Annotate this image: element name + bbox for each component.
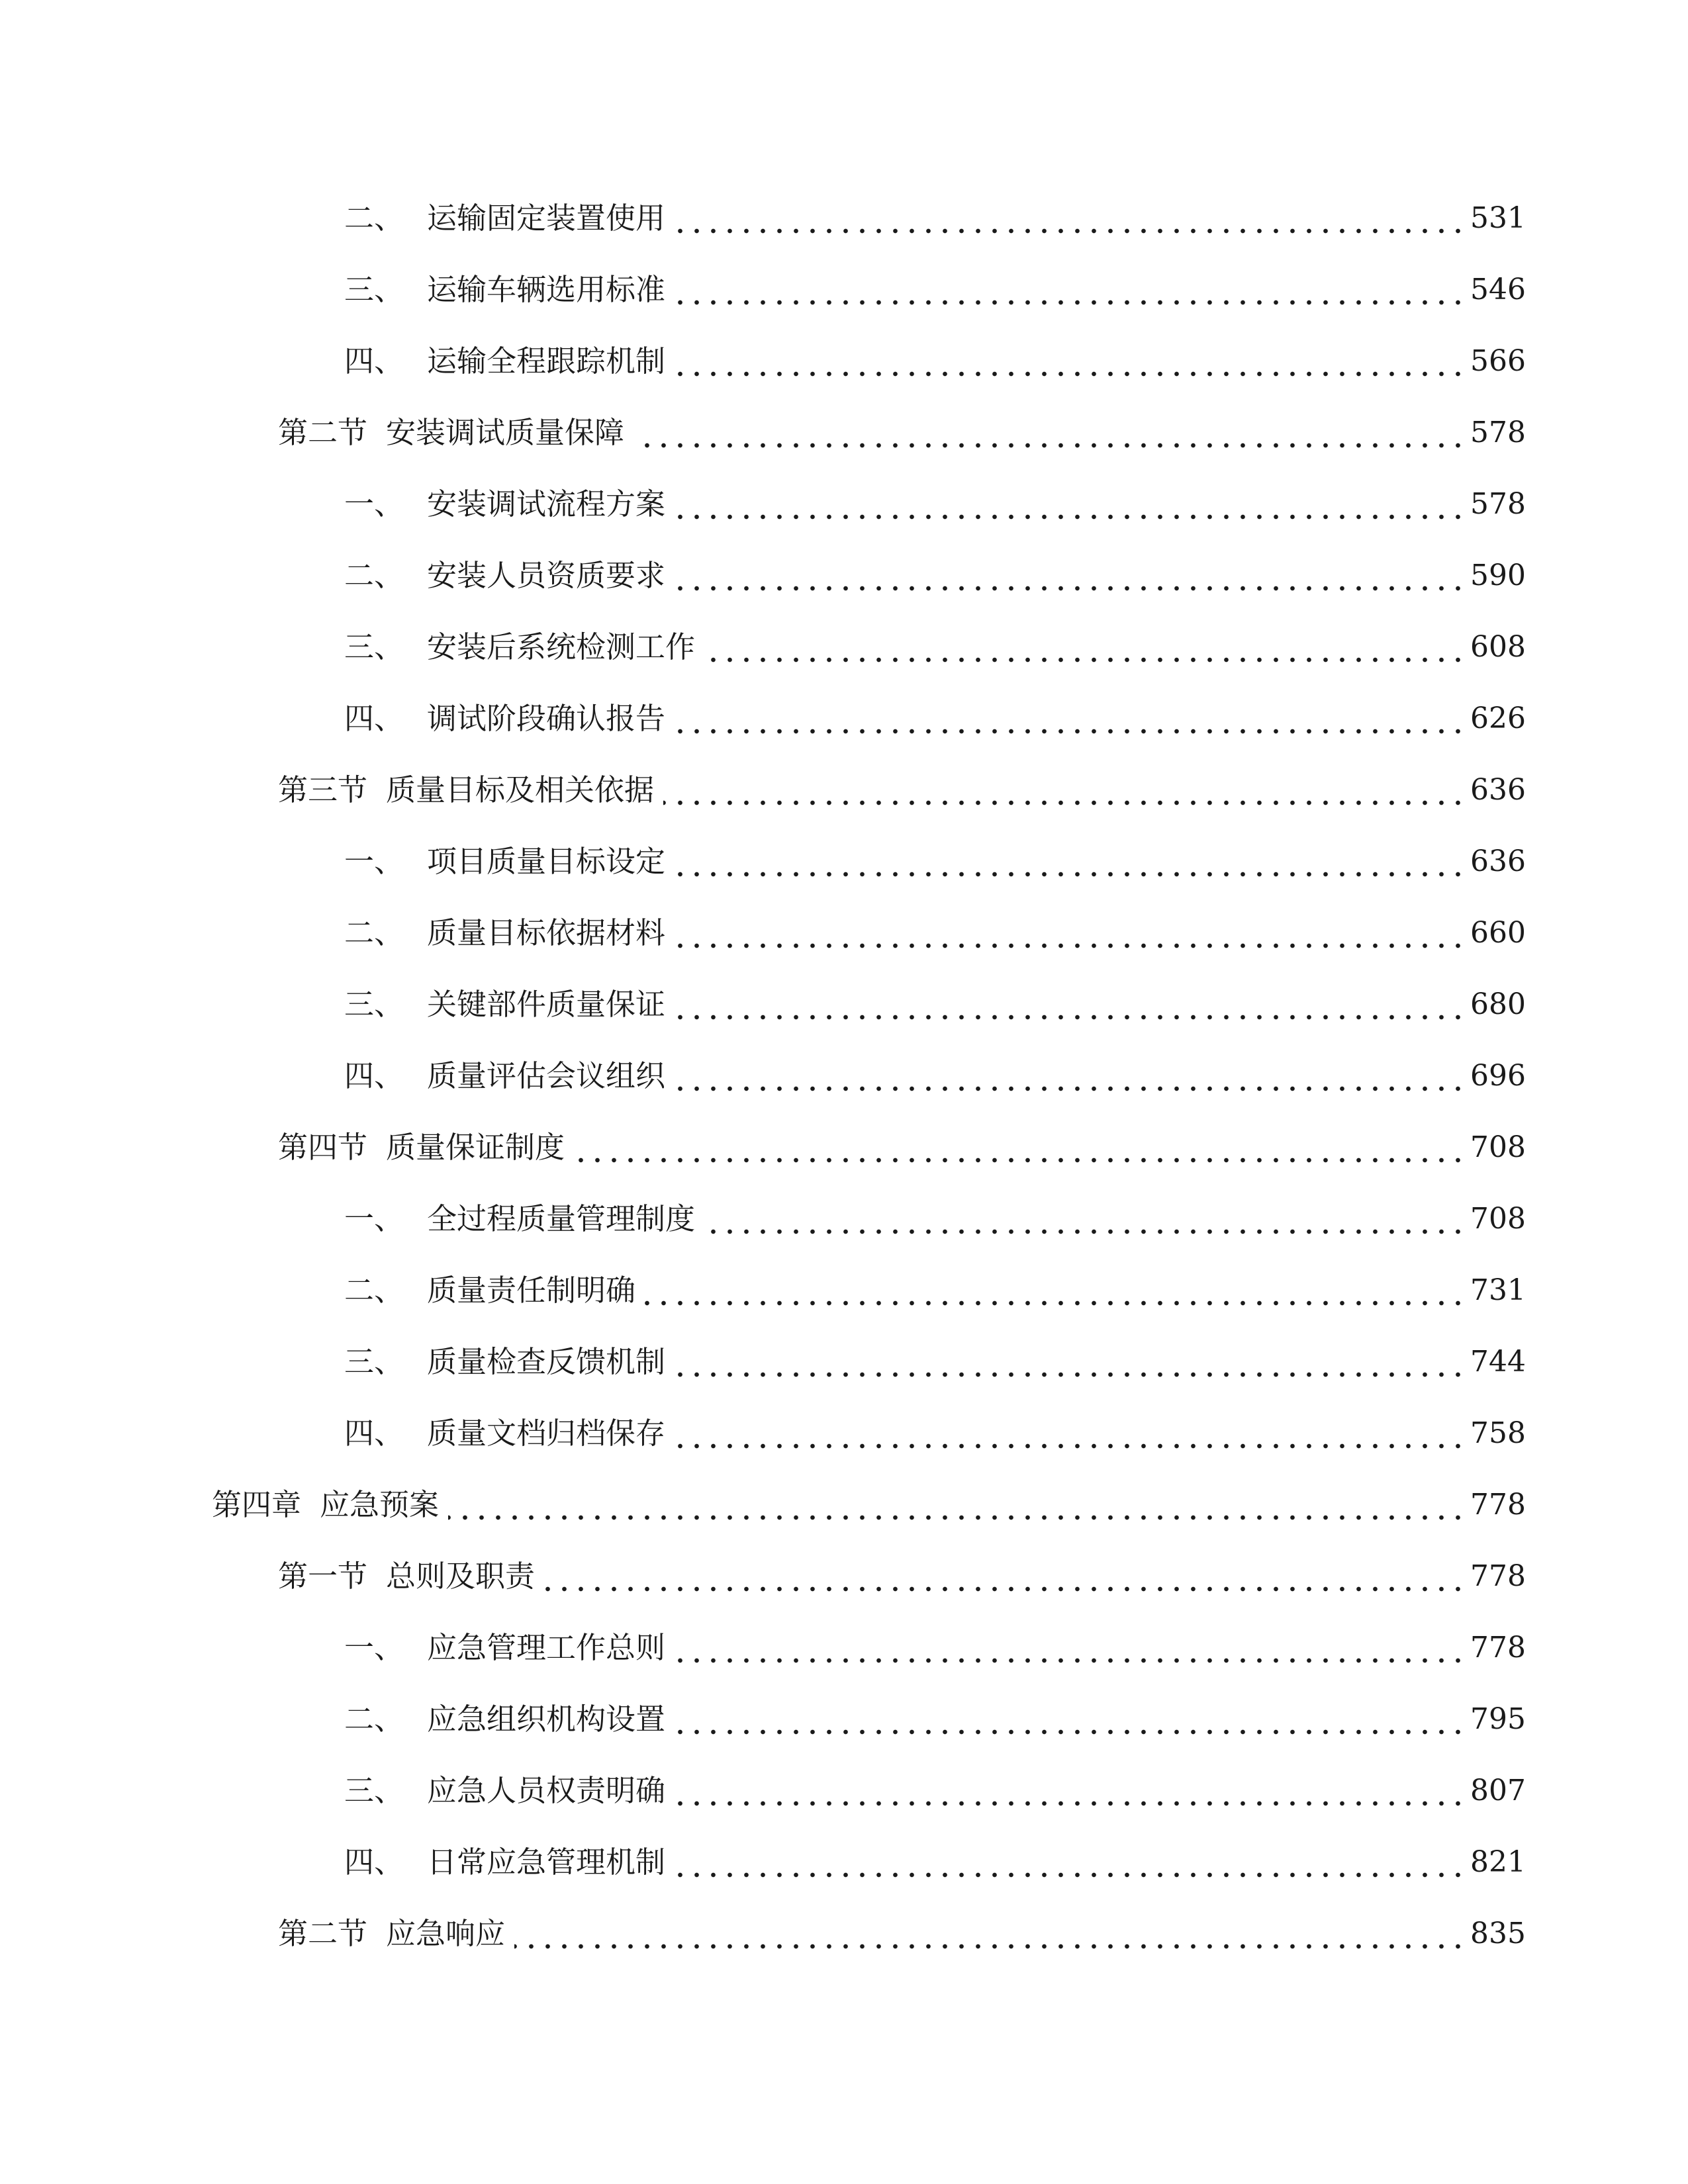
dot-leader xyxy=(675,1621,1466,1674)
toc-entry[interactable] xyxy=(344,1621,1526,1674)
dot-leader xyxy=(544,1550,1466,1603)
toc-entry-title: 总则及职责 xyxy=(386,1559,536,1594)
toc-entry-title: 质量目标依据材料 xyxy=(427,915,666,950)
toc-entry-page: 795 xyxy=(1470,1702,1526,1736)
toc-entry-title: 安装调试流程方案 xyxy=(427,486,666,522)
dot-leader xyxy=(675,192,1466,245)
toc-entry-title: 应急响应 xyxy=(386,1916,506,1951)
toc-entry-title: 关键部件质量保证 xyxy=(427,987,666,1022)
dot-leader xyxy=(663,764,1466,817)
dot-leader xyxy=(448,1479,1466,1531)
dot-leader xyxy=(574,1121,1466,1174)
dot-leader xyxy=(675,835,1466,888)
toc-entry[interactable] xyxy=(344,335,1526,388)
dot-leader xyxy=(675,1336,1466,1388)
toc-entry-number: 二、 xyxy=(344,1702,404,1737)
dot-leader xyxy=(675,1693,1466,1746)
dot-leader xyxy=(675,263,1466,316)
toc-entry[interactable] xyxy=(278,406,1526,459)
toc-entry[interactable] xyxy=(344,692,1526,745)
toc-entry-title: 安装人员资质要求 xyxy=(427,558,666,593)
toc-entry-number: 二、 xyxy=(344,558,404,593)
dot-leader xyxy=(645,1264,1466,1317)
dot-leader xyxy=(675,335,1466,388)
toc-entry-page: 731 xyxy=(1470,1273,1526,1307)
toc-entry-page: 696 xyxy=(1470,1059,1526,1093)
toc-entry-number: 四、 xyxy=(344,343,404,379)
toc-entry-number: 第一节 xyxy=(278,1559,368,1594)
dot-leader xyxy=(514,1907,1466,1960)
toc-entry-number: 一、 xyxy=(344,486,404,522)
toc-entry[interactable] xyxy=(344,1764,1526,1817)
toc-entry-title: 质量责任制明确 xyxy=(427,1273,636,1308)
toc-entry-page: 778 xyxy=(1470,1559,1526,1593)
toc-entry-number: 第二节 xyxy=(278,415,368,450)
toc-entry-page: 708 xyxy=(1470,1202,1526,1236)
toc-entry-page: 744 xyxy=(1470,1345,1526,1379)
toc-entry-page: 758 xyxy=(1470,1416,1526,1450)
toc-entry[interactable] xyxy=(344,907,1526,960)
toc-entry-title: 质量保证制度 xyxy=(386,1130,565,1165)
toc-entry-number: 一、 xyxy=(344,1201,404,1236)
toc-entry-page: 578 xyxy=(1470,487,1526,521)
toc-entry-title: 质量目标及相关依据 xyxy=(386,772,655,807)
toc-entry-number: 二、 xyxy=(344,201,404,236)
toc-entry[interactable] xyxy=(344,1407,1526,1460)
toc-entry-page: 778 xyxy=(1470,1631,1526,1664)
toc-entry[interactable] xyxy=(344,549,1526,602)
toc-entry-number: 一、 xyxy=(344,844,404,879)
toc-entry-number: 第四节 xyxy=(278,1130,368,1165)
toc-entry-title: 质量评估会议组织 xyxy=(427,1058,666,1093)
toc-entry-number: 四、 xyxy=(344,1058,404,1093)
toc-entry-page: 660 xyxy=(1470,916,1526,950)
toc-entry[interactable] xyxy=(212,1479,1526,1531)
toc-entry-number: 二、 xyxy=(344,1273,404,1308)
toc-entry-title: 应急人员权责明确 xyxy=(427,1773,666,1808)
toc-entry-page: 708 xyxy=(1470,1130,1526,1164)
toc-entry-title: 应急组织机构设置 xyxy=(427,1702,666,1737)
dot-leader xyxy=(704,1193,1466,1246)
toc-entry-number: 三、 xyxy=(344,272,404,307)
toc-entry[interactable] xyxy=(344,835,1526,888)
toc-entry[interactable] xyxy=(344,263,1526,316)
toc-entry-page: 531 xyxy=(1470,201,1526,235)
toc-entry-page: 636 xyxy=(1470,773,1526,807)
toc-entry[interactable] xyxy=(344,1193,1526,1246)
toc-entry-page: 608 xyxy=(1470,630,1526,664)
dot-leader xyxy=(675,549,1466,602)
toc-entry-page: 835 xyxy=(1470,1917,1526,1950)
toc-entry-title: 运输全程跟踪机制 xyxy=(427,343,666,379)
toc-entry-number: 三、 xyxy=(344,1773,404,1808)
toc-entry-page: 626 xyxy=(1470,702,1526,735)
toc-entry-title: 质量检查反馈机制 xyxy=(427,1344,666,1379)
dot-leader xyxy=(633,406,1466,459)
toc-entry-number: 一、 xyxy=(344,1630,404,1665)
toc-entry-page: 636 xyxy=(1470,844,1526,878)
toc-entry-title: 运输车辆选用标准 xyxy=(427,272,666,307)
dot-leader xyxy=(704,621,1466,674)
toc-entry-page: 821 xyxy=(1470,1845,1526,1879)
toc-entry[interactable] xyxy=(344,192,1526,245)
toc-entry-title: 项目质量目标设定 xyxy=(427,844,666,879)
toc-entry-number: 四、 xyxy=(344,1416,404,1451)
toc-entry-number: 三、 xyxy=(344,1344,404,1379)
toc-entry-number: 四、 xyxy=(344,701,404,736)
toc-entry-number: 三、 xyxy=(344,987,404,1022)
toc-entry-number: 第三节 xyxy=(278,772,368,807)
dot-leader xyxy=(675,1407,1466,1460)
toc-entry-title: 应急预案 xyxy=(320,1487,440,1522)
toc-entry-number: 三、 xyxy=(344,629,404,664)
toc-entry-page: 807 xyxy=(1470,1774,1526,1807)
toc-entry-title: 日常应急管理机制 xyxy=(427,1844,666,1880)
toc-entry-title: 全过程质量管理制度 xyxy=(427,1201,696,1236)
toc-entry-number: 第二节 xyxy=(278,1916,368,1951)
toc-entry[interactable] xyxy=(344,1336,1526,1388)
toc-entry[interactable] xyxy=(278,764,1526,817)
toc-entry[interactable] xyxy=(344,1693,1526,1746)
dot-leader xyxy=(675,1836,1466,1889)
dot-leader xyxy=(675,907,1466,960)
toc-entry-page: 590 xyxy=(1470,559,1526,592)
toc-entry[interactable] xyxy=(344,978,1526,1031)
toc-entry-title: 运输固定装置使用 xyxy=(427,201,666,236)
toc-entry[interactable] xyxy=(344,621,1526,674)
toc-entry-number: 四、 xyxy=(344,1844,404,1880)
dot-leader xyxy=(675,1050,1466,1103)
toc-entry-page: 680 xyxy=(1470,987,1526,1021)
dot-leader xyxy=(675,1764,1466,1817)
toc-entry-page: 546 xyxy=(1470,273,1526,306)
toc-entry[interactable] xyxy=(278,1907,1526,1960)
toc-entry-number: 二、 xyxy=(344,915,404,950)
toc-entry-title: 调试阶段确认报告 xyxy=(427,701,666,736)
toc-entry-title: 质量文档归档保存 xyxy=(427,1416,666,1451)
toc-entry-title: 安装调试质量保障 xyxy=(386,415,625,450)
toc-entry-page: 578 xyxy=(1470,416,1526,449)
dot-leader xyxy=(675,478,1466,531)
toc-entry-title: 应急管理工作总则 xyxy=(427,1630,666,1665)
toc-entry-page: 778 xyxy=(1470,1488,1526,1522)
toc-entry-page: 566 xyxy=(1470,344,1526,378)
toc-entry[interactable] xyxy=(344,1264,1526,1317)
toc-entry[interactable] xyxy=(278,1550,1526,1603)
toc-entry[interactable] xyxy=(344,1836,1526,1889)
toc-entry-title: 安装后系统检测工作 xyxy=(427,629,696,664)
dot-leader xyxy=(675,978,1466,1031)
toc-entry[interactable] xyxy=(278,1121,1526,1174)
toc-entry[interactable] xyxy=(344,1050,1526,1103)
toc-entry[interactable] xyxy=(344,478,1526,531)
dot-leader xyxy=(675,692,1466,745)
toc-entry-number: 第四章 xyxy=(212,1487,302,1522)
